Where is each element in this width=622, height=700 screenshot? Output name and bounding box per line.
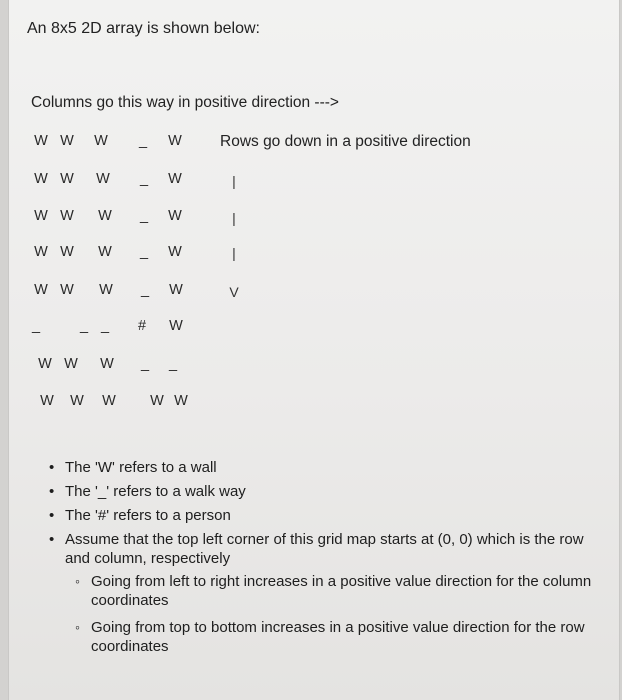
- grid-cell-r6-c2: W: [100, 356, 114, 372]
- grid-cell-r7-c1: W: [70, 393, 84, 409]
- grid-cell-r6-c0: W: [38, 356, 52, 372]
- grid-cell-r5-c1: _: [79, 318, 89, 334]
- grid-cell-r4-c1: W: [60, 282, 74, 298]
- grid-cell-r3-c2: W: [98, 244, 112, 260]
- grid-cell-r2-c4: W: [168, 208, 182, 224]
- legend-item-person: [65, 506, 610, 525]
- grid-cell-r4-c3: _: [140, 282, 150, 298]
- row-note: [91, 618, 610, 656]
- grid-map: [9, 0, 619, 430]
- grid-cell-r7-c4: W: [174, 393, 188, 409]
- grid-cell-r2-c2: W: [98, 208, 112, 224]
- row-note-text: Going from top to bottom increases in a positive value direction for the row coordinates: [91, 619, 585, 655]
- grid-cell-r7-c2: W: [102, 393, 116, 409]
- intro-text: An 8x5 2D array is shown below:: [27, 20, 260, 37]
- grid-cell-r5-c2: _: [100, 318, 110, 334]
- grid-cell-r1-c1: W: [60, 171, 74, 187]
- grid-cell-r3-c3: _: [139, 244, 149, 260]
- grid-cell-r5-c3: #: [137, 318, 147, 334]
- grid-cell-r1-c2: W: [96, 171, 110, 187]
- legend-item-origin: [65, 530, 610, 656]
- grid-cell-r7-c0: W: [40, 393, 54, 409]
- legend-origin-text: Assume that the top left corner of this grid map starts at (0, 0) which is the row and column, respectively: [65, 531, 584, 567]
- legend-item-wall: [65, 458, 610, 477]
- grid-cell-r1-c4: W: [168, 171, 182, 187]
- grid-cell-r3-c0: W: [34, 244, 48, 260]
- grid-cell-r5-c0: _: [31, 318, 41, 334]
- legend-list: [49, 458, 610, 664]
- grid-cell-r6-c4: _: [168, 356, 178, 372]
- document-page: [8, 0, 620, 700]
- grid-cell-r6-c3: _: [140, 356, 150, 372]
- grid-cell-r4-c0: W: [34, 282, 48, 298]
- grid-cell-r3-c4: W: [168, 244, 182, 260]
- grid-cell-r7-c3: W: [150, 393, 164, 409]
- legend-person-text: The '#' refers to a person: [65, 507, 231, 524]
- legend-wall-text: The 'W' refers to a wall: [65, 459, 217, 476]
- grid-cell-r4-c4: W: [169, 282, 183, 298]
- grid-cell-r1-c0: W: [34, 171, 48, 187]
- rows-arrow-head: V: [229, 284, 239, 300]
- grid-cell-r0-c4: W: [168, 133, 182, 149]
- legend-item-walkway: [65, 482, 610, 501]
- legend-walkway-text: The '_' refers to a walk way: [65, 483, 246, 500]
- grid-cell-r5-c4: W: [169, 318, 183, 334]
- grid-cell-r4-c2: W: [99, 282, 113, 298]
- rows-direction-label: Rows go down in a positive direction: [220, 133, 471, 150]
- grid-cell-r0-c2: W: [94, 133, 108, 149]
- grid-cell-r2-c0: W: [34, 208, 48, 224]
- rows-arrow-segment: |: [232, 173, 236, 189]
- columns-direction-label: Columns go this way in positive direction --->: [31, 94, 339, 111]
- grid-cell-r2-c3: _: [139, 208, 149, 224]
- grid-cell-r1-c3: _: [139, 171, 149, 187]
- grid-cell-r0-c0: W: [34, 133, 48, 149]
- column-note: [91, 572, 610, 610]
- grid-cell-r3-c1: W: [60, 244, 74, 260]
- rows-arrow-segment: |: [232, 245, 236, 261]
- grid-cell-r0-c3: _: [138, 133, 148, 149]
- grid-cell-r6-c1: W: [64, 356, 78, 372]
- grid-cell-r0-c1: W: [60, 133, 74, 149]
- coordinate-notes: [65, 572, 610, 656]
- column-note-text: Going from left to right increases in a positive value direction for the column coordinates: [91, 573, 592, 609]
- grid-cell-r2-c1: W: [60, 208, 74, 224]
- rows-arrow-segment: |: [232, 210, 236, 226]
